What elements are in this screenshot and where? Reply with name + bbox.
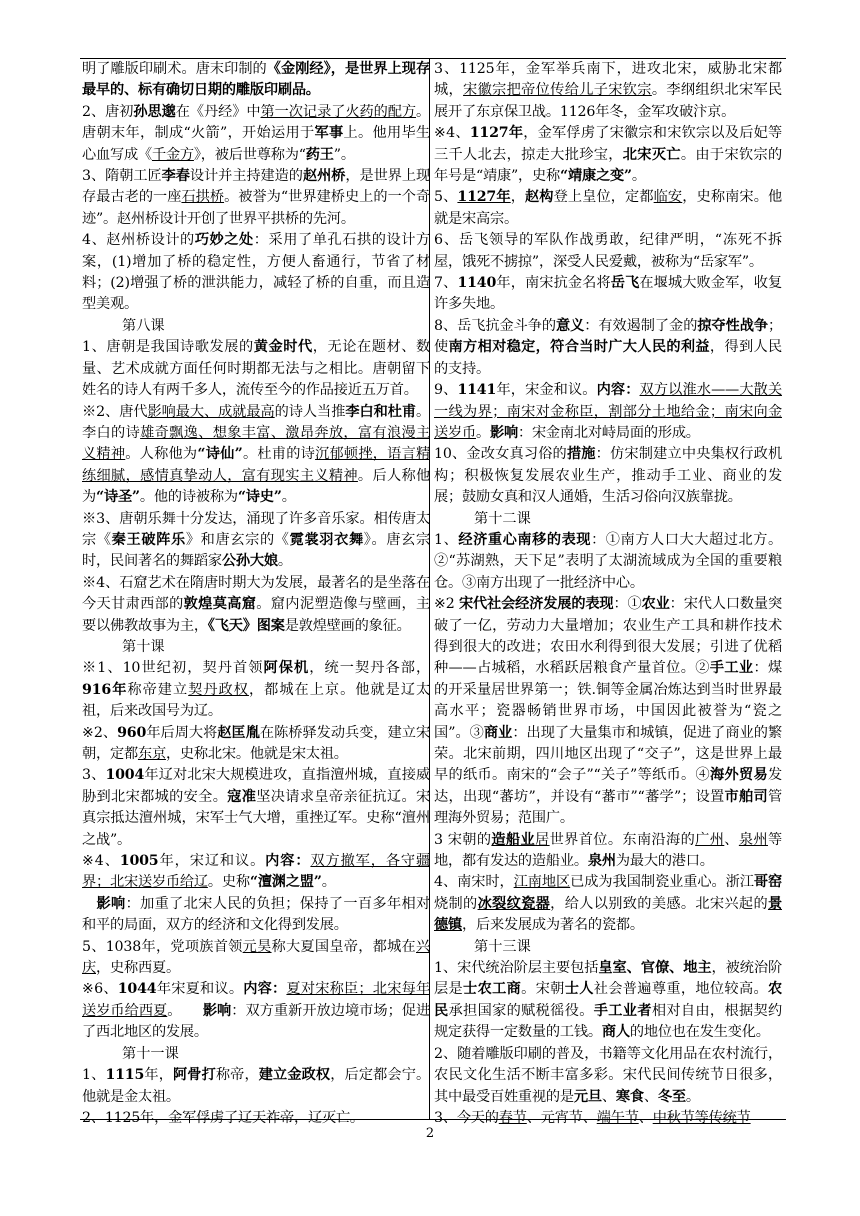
lesson-heading: 第十三课	[474, 938, 531, 955]
text-run: “澶渊之盟”	[249, 874, 322, 891]
text-run: 。由于宋钦宗的年号是“靖康”，史称	[434, 146, 782, 185]
text-run: 》，被后世尊称为“	[193, 146, 306, 163]
text-run: 经济重心南移的表现	[458, 531, 592, 548]
text-run: 建立金政权	[258, 1067, 331, 1084]
text-run: 2、唐初	[82, 103, 134, 120]
left-column	[82, 59, 430, 1129]
paragraph	[434, 872, 782, 936]
text-run: 年，	[144, 1067, 174, 1084]
text-run: 960	[117, 724, 147, 741]
text-run: ，是世界上现存最早的、标有确切日期的雕版印刷品。	[82, 61, 430, 99]
paragraph	[434, 59, 782, 123]
paragraph	[82, 658, 430, 722]
text-run: 赵构	[525, 189, 554, 206]
text-run: 。	[321, 874, 336, 891]
text-run: 内容：	[243, 981, 287, 998]
text-run: 年宋夏和议。	[156, 981, 244, 998]
text-run: ※4、	[434, 125, 470, 142]
text-run: 孙思邈	[133, 103, 176, 120]
text-run: “诗史”	[237, 489, 282, 506]
text-run: 内容：	[596, 382, 640, 399]
text-run: ：仿宋制建立中央集权行政机构；积极恢复发展农业生产，推动手工业、商业的发展；鼓励女真和汉人通婚，生活习俗向汉族靠拢。	[434, 446, 783, 506]
text-run: 》和唐玄宗的《	[185, 531, 290, 548]
text-run: 。后人称他为	[82, 467, 430, 506]
text-run: 。	[281, 489, 296, 506]
lesson-heading: 第十二课	[474, 510, 531, 527]
paragraph	[434, 230, 782, 273]
text-run: 管理海外贸易；范围广。	[434, 788, 783, 827]
text-run: ※2、	[82, 724, 118, 741]
text-run: 称帝，	[215, 1067, 259, 1084]
text-run: 》。唐玄宗时，民间著名的舞蹈家	[82, 531, 430, 570]
text-run: ：煤的开采量居世界第一；铁.铜等金属冶炼达到当时世界最高水平；瓷器畅销世界市场，中国因此被誉为“瓷之国”。③	[434, 660, 782, 741]
text-run: 3、1125年，金军举兵南下，进攻北宋，威胁北宋都城，	[434, 61, 782, 99]
text-run: 药王	[305, 146, 334, 163]
text-run: 寇准	[227, 788, 257, 805]
paragraph	[82, 573, 430, 637]
text-run: 影响	[96, 895, 126, 912]
text-run: ，后来发展成为著名的瓷都。	[461, 917, 644, 934]
text-run: 。李白的诗	[82, 403, 430, 441]
text-run: 1115	[105, 1067, 145, 1084]
text-run: 8、岳飞抗金斗争的	[434, 317, 557, 334]
lesson-heading: 第八课	[122, 317, 165, 334]
text-run: 农民	[434, 981, 782, 1019]
text-run: 中秋节等传统节	[652, 1109, 751, 1126]
text-run: ：出现了大量集市和城镇，促进了商业的繁荣。北宋前期，四川地区出现了“交子”，这是世界上最早的纸币。南宋的“会子”“关子”等纸币。④	[434, 724, 782, 784]
text-run: 《飞天》图案	[207, 617, 285, 634]
text-run: 、	[638, 1109, 653, 1126]
text-run: 承担国家的赋税徭役。	[448, 1002, 594, 1019]
paragraph	[434, 1044, 782, 1108]
text-run: 、元宵节、	[526, 1109, 597, 1126]
text-run: 造船业	[491, 831, 536, 848]
paragraph	[82, 979, 430, 1043]
text-run: 称帝建立	[127, 681, 189, 698]
paragraph	[434, 830, 782, 873]
text-run: 年后周大将	[146, 724, 218, 741]
text-run: 。人称他为	[125, 446, 198, 463]
text-run: 是敦煌壁画的象征。	[284, 617, 411, 634]
text-run: 在堰城大败金军，收复许多失地。	[434, 275, 782, 313]
text-run: 1005	[119, 853, 159, 870]
text-run: 敦煌莫高窟	[183, 596, 257, 613]
text-run: 皇室、官僚、地主	[598, 960, 712, 977]
text-run: 1、	[82, 1067, 106, 1084]
text-run: 3、	[82, 767, 106, 784]
text-run: 1141	[457, 382, 497, 399]
text-run: 冬至	[657, 1088, 686, 1105]
text-run: 商业	[483, 724, 513, 741]
text-run: 烧制的	[434, 895, 478, 912]
text-run: 。	[631, 168, 646, 185]
text-run: ：有效遏制了金的	[584, 317, 698, 334]
paragraph	[434, 530, 782, 594]
text-run: 士农工商	[463, 981, 522, 998]
text-run: 石拱桥	[181, 189, 225, 206]
text-run: 宋代社会经济发展的表现	[458, 596, 614, 613]
text-run: 、	[724, 831, 739, 848]
text-run: 手工业	[709, 660, 754, 677]
text-run: 1127年	[469, 125, 524, 142]
text-run: 年，宋金和议。	[496, 382, 597, 399]
text-run: 端午节	[596, 1109, 639, 1126]
column-divider	[429, 59, 430, 1119]
document-page	[80, 58, 786, 1126]
text-run: 秦王破阵乐	[111, 531, 186, 548]
paragraph	[434, 958, 782, 1044]
text-run: 。宋朝	[521, 981, 565, 998]
text-run: ，都城在上京。他就是辽太祖，后来改国号为辽。	[82, 681, 430, 720]
text-run: 。	[167, 1002, 203, 1019]
text-run: 相对自由，根据契约规定获得一定数量的工钱。	[434, 1002, 782, 1041]
text-run: 黄金时代	[253, 339, 313, 356]
text-run: 公孙大娘	[221, 553, 278, 570]
text-run: 1、宋代统治阶层主要包括	[434, 960, 599, 977]
text-run: 4、南宋时，	[434, 874, 514, 891]
text-run: 1127年	[457, 189, 511, 206]
text-run: ※1、10世纪初，契丹首领	[82, 660, 264, 677]
text-run: ，后定都会宁。他就是金太祖。	[82, 1067, 430, 1105]
text-run: “诗圣”	[96, 489, 140, 506]
text-run: ，无论在题材、数量、艺术成就方面任何时期都无法与之相比。唐朝留下姓名的诗人有两千多人，流传至今的作品接近五万首。	[82, 339, 430, 399]
text-run: 居	[535, 831, 550, 848]
text-run: 春节	[498, 1109, 527, 1126]
text-run: 。	[475, 424, 490, 441]
lesson-heading: 第十一课	[122, 1045, 179, 1062]
text-run: 6、岳飞领导的军队作战勇敢，纪律严明，“冻死不拆屋，饿死不掳掠”，深受人民爱戴，被称为“岳家军”。	[434, 232, 782, 270]
text-run: 广州	[695, 831, 725, 848]
paragraph	[82, 166, 430, 230]
text-run: 巧妙之处	[194, 232, 254, 249]
text-run: 第一次记录了火药的配方	[260, 103, 416, 120]
text-run: ※2	[434, 596, 459, 613]
text-run: 双方撤军，各守疆界；北宋送岁币给辽	[82, 853, 430, 891]
text-run: ”。	[333, 146, 355, 163]
text-run: ；使	[434, 317, 782, 356]
paragraph	[82, 230, 430, 316]
text-run: 泉州	[738, 831, 768, 848]
text-run: 兴庆	[82, 938, 430, 977]
text-run: 坚决请求皇帝亲征抗辽。宋真宗抵达澶州城，宋军士气大增，重挫辽军。史称“澶州之战”。	[82, 788, 430, 848]
text-run: ，金军俘虏了宋徽宗和宋钦宗以及后妃等三千人北去，掠走大批珍宝，	[434, 125, 782, 163]
text-run: 1044	[117, 981, 157, 998]
text-run: 世界首位。东南沿海的	[549, 831, 696, 848]
text-run: 在陈桥驿发动兵变，建立宋朝，定都	[82, 724, 430, 762]
text-run: 南方相对稳定，符合当时广大人民的利益	[448, 339, 710, 356]
text-run: ，给人以别致的美感。北宋兴起的	[550, 895, 768, 912]
text-run: 东京	[137, 746, 166, 762]
text-run: ：宋金南北对峙局面的形成。	[517, 424, 700, 441]
text-run: 的地位也在发生变化。	[629, 1024, 770, 1041]
text-run: 等地，都有发达的造船业。	[434, 831, 782, 870]
text-run: 阿骨打	[173, 1067, 216, 1084]
text-run: 景德镇	[434, 895, 782, 934]
paragraph	[434, 187, 782, 230]
text-run: 冰裂纹瓷器	[477, 895, 551, 912]
text-run: ※4、石窟艺术在隋唐时期大为发展，最著名的是坐落在今天甘肃西部的	[82, 574, 430, 613]
text-run: 士人	[564, 981, 594, 998]
text-run: 夏对宋称臣；北宋每年送岁币给西夏	[82, 981, 430, 1019]
text-run: 元旦	[573, 1088, 602, 1105]
text-run: 内容：	[265, 853, 311, 870]
text-run: 3 宋朝的	[434, 831, 492, 848]
text-run: 3、今天的	[434, 1109, 499, 1126]
text-run: ※6、	[82, 981, 118, 998]
text-run: ，是世界上现存最古老的一座	[82, 168, 430, 206]
text-run: 意义	[556, 317, 585, 334]
text-run: ，史称北宋。他就是宋太祖。	[165, 746, 348, 762]
text-run: 。	[685, 1088, 700, 1105]
text-run: 契丹政权	[188, 681, 249, 698]
paragraph	[82, 937, 430, 980]
text-run: 。唐朝末年，制成“火箭”，开始运用于	[82, 103, 430, 142]
text-run: ：①南方人口大大超过北方。②“苏湖熟，天下足”表明了太湖流域成为全国的重要粮仓。③南方出现了一批经济中心。	[434, 531, 782, 591]
text-run: 寒食	[615, 1088, 644, 1105]
text-run: 在《丹经》中	[175, 103, 261, 120]
text-run: 。他的诗被称为	[139, 489, 238, 506]
text-run: 沉郁顿挫，语言精练细腻，感情真挚动人，富有现实主义精神	[82, 446, 430, 484]
paragraph	[82, 1065, 430, 1108]
paragraph	[434, 380, 782, 444]
text-run: 社会普遍尊重，地位较高。	[593, 981, 768, 998]
text-run: 2、1125年，金军俘虏了辽天祚帝，辽灭亡。	[82, 1109, 364, 1126]
text-run: 影响	[202, 1002, 232, 1019]
page-number: 2	[425, 1126, 435, 1141]
text-run: 《金刚经》	[266, 61, 331, 77]
text-run: 5、	[434, 189, 458, 206]
text-run: 发达，出现“蕃坊”，并设有“蕃市”“蕃学”；设置	[434, 767, 782, 805]
paragraph	[82, 851, 430, 894]
text-run: 称大夏国皇帝，都城在	[271, 938, 416, 955]
text-run: 赵州桥	[302, 168, 346, 185]
text-run: 2、随着雕版印刷的普及，书籍等文化用品在农村流行，农民文化生活不断丰富多彩。宋代民间传统节日很多，其中最受百姓重视的是	[434, 1045, 782, 1105]
text-run: 、	[601, 1088, 616, 1105]
text-run: ，	[510, 189, 525, 206]
text-run: 泉州	[587, 853, 616, 870]
text-run: “靖康之变”	[560, 168, 632, 185]
text-run: 。	[277, 553, 292, 570]
text-run: ※4、	[82, 853, 120, 870]
paragraph	[82, 402, 430, 509]
text-run: 赵匡胤	[217, 724, 260, 741]
text-run: 手工业者	[593, 1002, 652, 1019]
text-run: 影响	[489, 424, 518, 441]
text-run: ：双方重新开放边境市场；促进了西北地区的发展。	[82, 1002, 431, 1041]
text-run: “诗仙”	[197, 446, 243, 463]
paragraph	[82, 765, 430, 851]
paragraph	[434, 316, 782, 380]
text-run: ，史称南宋。他就是宋高宗。	[434, 189, 782, 227]
text-run: ，被统治阶层是	[434, 960, 782, 998]
text-run: 措施	[566, 446, 596, 463]
paragraph	[434, 123, 782, 187]
text-run: 宋徽宗把帝位传给儿子宋钦宗	[463, 82, 652, 99]
text-run: 市舶司	[724, 788, 769, 805]
text-run: 元昊	[242, 938, 272, 955]
text-run: 年，宋辽和议。	[158, 853, 266, 870]
paragraph	[434, 594, 782, 829]
text-run: 的诗人当推	[274, 403, 346, 420]
text-run: 霓裳羽衣舞	[289, 531, 364, 548]
text-run: 军事	[314, 125, 344, 142]
paragraph	[82, 723, 430, 766]
text-run: 上。他用毕生心血写成《	[82, 125, 430, 163]
text-run: 1、唐朝是我国诗歌发展的	[82, 339, 254, 356]
text-run	[82, 896, 97, 912]
paragraph	[82, 59, 430, 102]
text-run: ：①	[613, 596, 642, 613]
text-run: 临安	[653, 189, 683, 206]
text-run: ，史称西夏。	[96, 960, 180, 977]
text-run: 商人	[601, 1024, 630, 1041]
text-run: ※3、唐朝乐舞十分发达，涌现了许多音乐家。相传唐太宗《	[82, 510, 430, 548]
text-run: 海外贸易	[710, 767, 768, 784]
text-run: 7、	[434, 275, 458, 292]
text-run: 登上皇位，定都	[553, 189, 654, 206]
text-run: 为最大的港口。	[615, 853, 714, 870]
text-run: 。史称	[207, 874, 250, 891]
text-run: 阿保机	[263, 660, 310, 677]
text-run: ：宋代人口数量突破了一亿，劳动力大量增加；农业生产工具和耕作技术得到很大的改进；农田水利得到很大发展；引进了优稻种——占城稻，水稻跃居粮食产量首位。②	[434, 596, 782, 677]
text-run: ：加重了北宋人民的负担；保持了一百多年相对和平的局面，双方的经济和文化得到发展。	[82, 895, 430, 934]
text-run: ，统一契丹各部，	[309, 660, 431, 677]
text-run: 设计并主持建造的	[189, 168, 303, 185]
text-run: ※2、唐代	[82, 403, 148, 420]
right-column	[434, 59, 782, 1129]
text-run: 明了雕版印刷术。唐末印制的	[82, 61, 267, 77]
text-run: 双方以淮水——大散关一线为界；南宋对金称臣，割部分土地给金；南宋向金送岁币	[434, 382, 782, 441]
paragraph	[434, 444, 782, 508]
text-run: 916年	[82, 681, 128, 698]
text-run: 1、	[434, 531, 459, 548]
paragraph	[82, 102, 430, 166]
text-run: 哥窑	[753, 874, 783, 891]
text-run: 年，南宋抗金名将	[496, 275, 611, 292]
text-run: 年辽对北宋大规模进攻，直指澶州城，直接威胁到北宋都城的安全。	[82, 767, 430, 805]
text-run: ，得到人民的支持。	[434, 339, 782, 377]
text-run: 李春	[161, 168, 190, 185]
text-run: 1140	[457, 275, 497, 292]
paragraph	[82, 509, 430, 573]
text-run: 。杜甫的诗	[242, 446, 316, 463]
text-run: 江南地区	[513, 874, 571, 891]
text-run: 千金方	[151, 146, 194, 163]
text-run: 3、隋朝工匠	[82, 168, 162, 185]
paragraph	[82, 894, 430, 937]
lesson-heading: 第十课	[122, 638, 165, 655]
text-run: ：采用了单孔石拱的设计方案，(1)增加了桥的稳定性，方便人畜通行，节省了材料；(2)增强了桥的泄洪能力，减轻了桥的自重，而且造型美观。	[82, 232, 430, 313]
text-run: 北宋灭亡	[622, 146, 681, 163]
text-run: 1004	[105, 767, 145, 784]
text-run: 。被誉为“世界建桥史上的一个奇迹”。赵州桥设计开创了世界平拱桥的先河。	[82, 189, 430, 227]
text-run: 5、1038年，党项族首领	[82, 938, 243, 955]
text-run: 10、金改女真习俗的	[434, 446, 567, 463]
text-run: 掠夺性战争	[697, 317, 768, 334]
text-run: 农业	[641, 596, 670, 613]
paragraph	[434, 273, 782, 316]
text-run: 。李纲组织北宋军民展开了东京保卫战。1126年冬，金军攻破汴京。	[434, 82, 782, 120]
text-run: 已成为我国制瓷业重心。浙江	[570, 874, 754, 891]
text-run: 4、赵州桥设计的	[82, 232, 195, 249]
text-run: 9、	[434, 382, 458, 399]
text-run: 李白和杜甫	[345, 403, 416, 420]
text-run: 、	[643, 1088, 658, 1105]
text-run: 岳飞	[610, 275, 640, 292]
paragraph	[82, 337, 430, 401]
text-run: 影响最大、成就最高	[147, 403, 275, 420]
text-run: 雄奇飘逸、想象丰富、激昂奔放，富有浪漫主义精神	[82, 424, 430, 463]
text-run: 。窟内泥塑造像与壁画，主要以佛教故事为主，	[82, 596, 430, 634]
